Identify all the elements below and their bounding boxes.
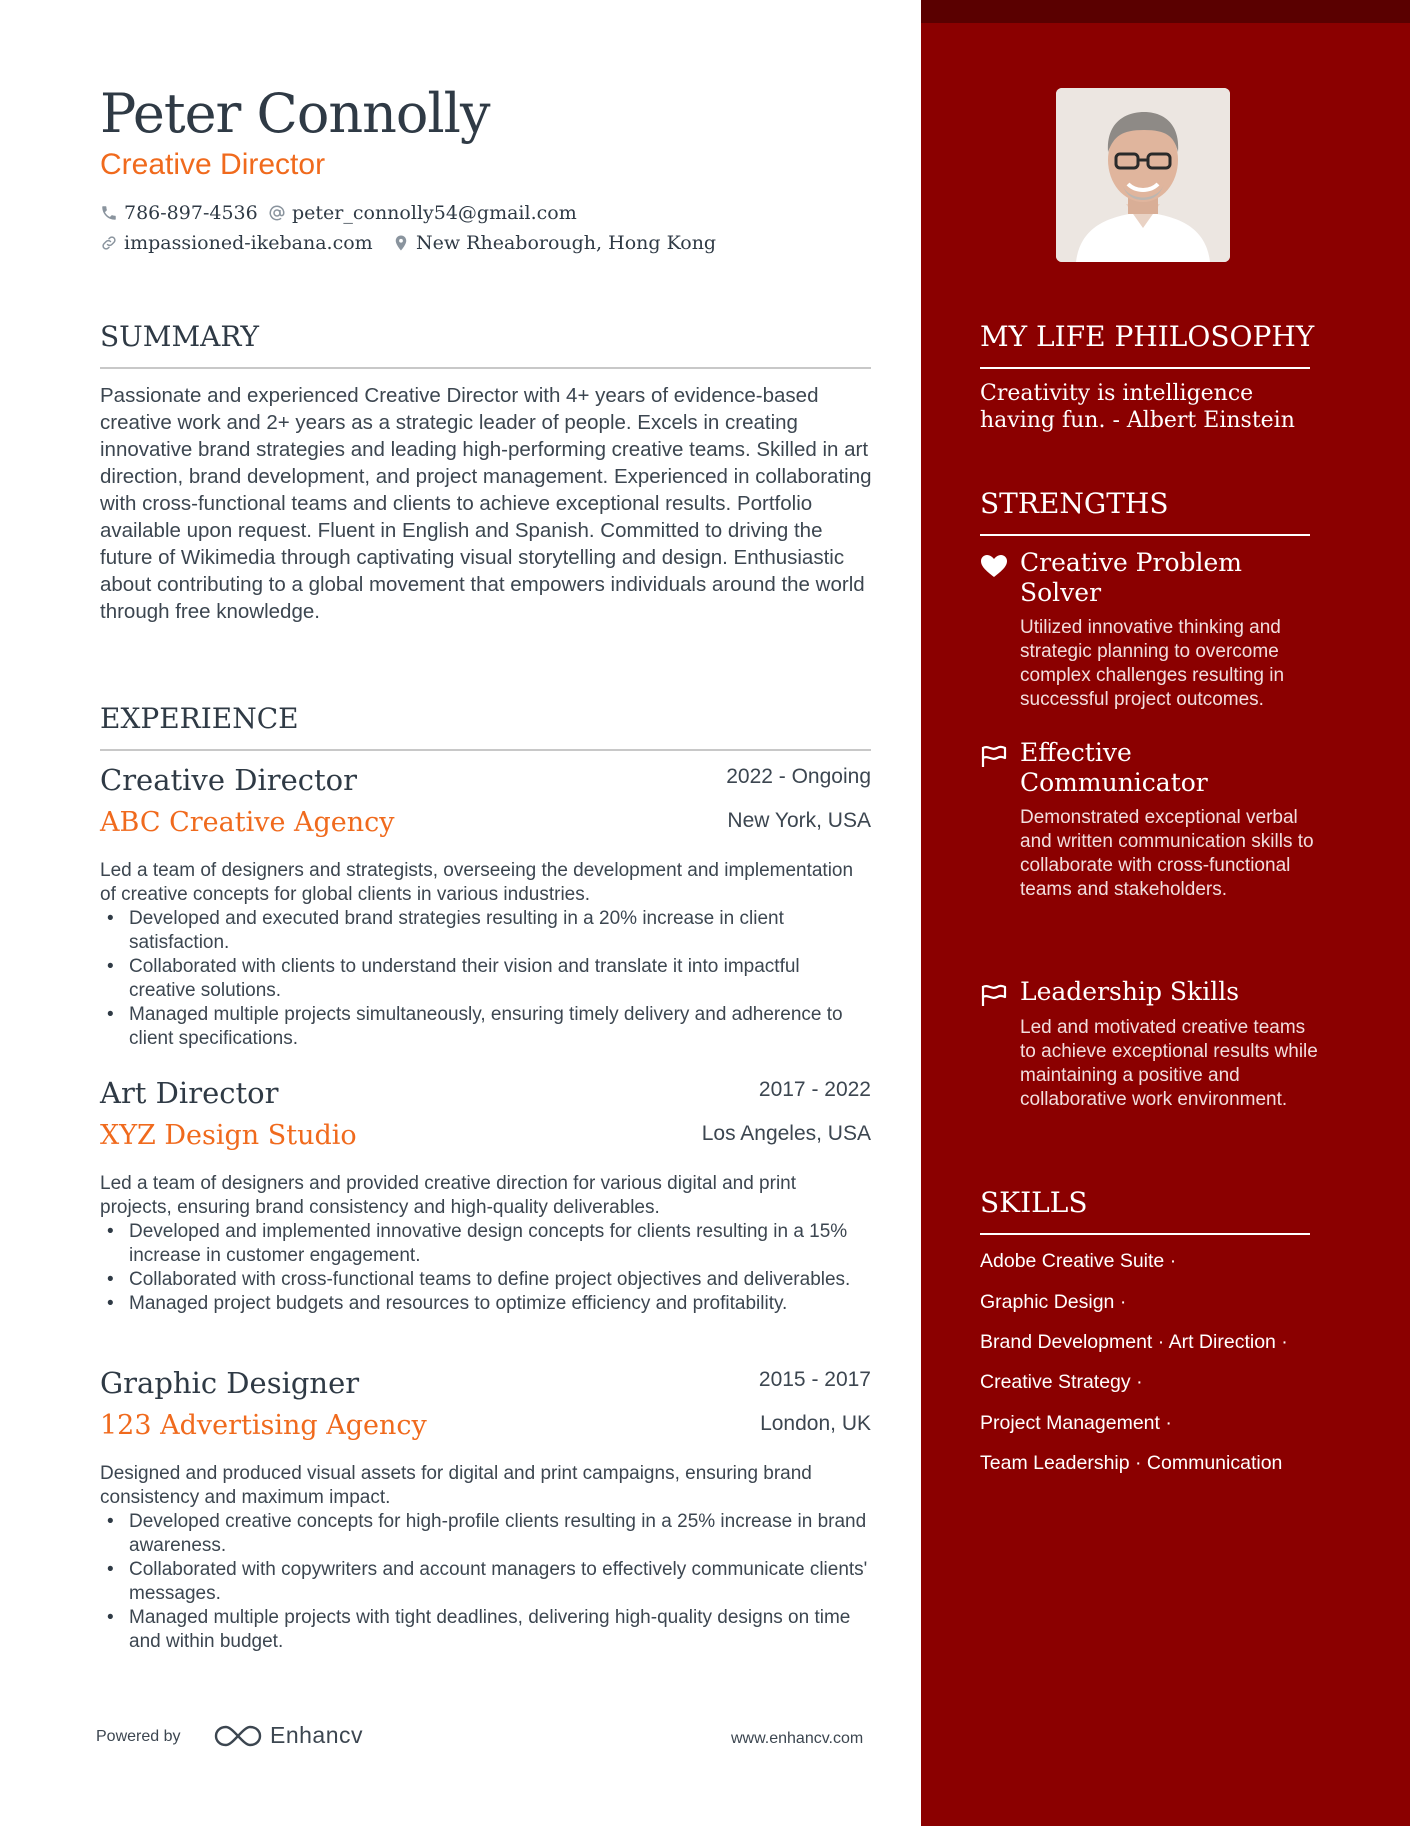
strength-title: Leadership Skills — [1020, 977, 1240, 1006]
footer-url[interactable]: www.enhancv.com — [731, 1730, 864, 1747]
job-company: ABC Creative Agency — [100, 807, 395, 838]
skill-line: Brand Development · Art Direction · — [980, 1331, 1288, 1353]
strength-description: Demonstrated exceptional verbal and written communication skills to collaborate with cross-functional teams and stakeholders. — [1020, 807, 1314, 900]
job-title: Art Director — [100, 1076, 279, 1110]
philosophy-quote: Creativity is intelligence having fun. - Albert Einstein — [980, 381, 1295, 433]
profile-photo — [1056, 88, 1230, 262]
philosophy-heading: MY LIFE PHILOSOPHY — [980, 320, 1310, 369]
sidebar — [921, 0, 1410, 1826]
skill-line: Team Leadership · Communication — [980, 1452, 1283, 1474]
experience-heading: EXPERIENCE — [100, 702, 871, 751]
skill-line: Adobe Creative Suite · — [980, 1250, 1177, 1272]
email-contact — [268, 202, 577, 224]
summary-text: Passionate and experienced Creative Director with 4+ years of evidence-based creative work and 2+ years as a strategic leader of people. Excels in creating innovative brand strategies and leading high-performing creative teams. Skilled in art direction, brand development, and project management. Experienced in collaborating with cross-functional teams and clients to achieve exceptional results. Portfolio available upon request. Fluent in English and Spanish. Committed to driving the future of Wikimedia through captivating visual storytelling and design. Enthusiastic about contributing to a global movement that empowers individuals around the world through free knowledge. — [100, 384, 872, 623]
candidate-role: Creative Director — [100, 148, 326, 181]
job-bullet: • Developed and executed brand strategies resulting in a 20% increase in client satisfaction. — [100, 907, 871, 955]
job-bullet: • Developed creative concepts for high-profile clients resulting in a 25% increase in brand awareness. — [100, 1510, 871, 1558]
strength-description: Led and motivated creative teams to achieve exceptional results while maintaining a positive and collaborative work environment. — [1020, 1017, 1318, 1110]
job-dates: 2015 - 2017 — [758, 1368, 871, 1391]
job-bullet: • Managed project budgets and resources to optimize efficiency and profitability. — [100, 1292, 871, 1316]
job-description: Led a team of designers and provided creative direction for various digital and print projects, ensuring brand consistency and high-quality deliverables. — [100, 1173, 797, 1218]
strength-title: Creative Problem Solver — [1020, 548, 1243, 607]
job-bullet-list — [100, 1510, 871, 1654]
job-location: New York, USA — [727, 809, 871, 832]
link-icon — [100, 234, 118, 252]
summary-heading: SUMMARY — [100, 320, 871, 369]
sidebar-top-bar — [921, 0, 1410, 23]
skills-heading: SKILLS — [980, 1186, 1310, 1235]
strengths-heading: STRENGTHS — [980, 487, 1310, 536]
job-bullet: • Collaborated with clients to understand their vision and translate it into impactful creative solutions. — [100, 955, 871, 1003]
profile-portrait-icon — [1056, 88, 1230, 262]
job-title: Creative Director — [100, 763, 357, 797]
location-contact — [392, 232, 716, 254]
job-title: Graphic Designer — [100, 1366, 360, 1400]
job-description: Led a team of designers and strategists, overseeing the development and implementation of creative concepts for global clients in various industries. — [100, 860, 854, 905]
phone-icon — [100, 204, 118, 222]
job-dates: 2022 - Ongoing — [726, 765, 871, 788]
job-bullet-list — [100, 1220, 871, 1316]
job-bullet: • Collaborated with copywriters and account managers to effectively communicate clients' messages. — [100, 1558, 871, 1606]
flag-icon — [980, 983, 1008, 1007]
skill-line: Creative Strategy · — [980, 1371, 1143, 1393]
location-pin-icon — [392, 234, 410, 252]
strength-description: Utilized innovative thinking and strategic planning to overcome complex challenges resulting in successful project outcomes. — [1020, 617, 1285, 710]
heart-icon — [980, 554, 1008, 578]
job-bullet: • Collaborated with cross-functional teams to define project objectives and deliverables. — [100, 1268, 871, 1292]
phone-contact — [100, 202, 258, 224]
website-contact — [100, 232, 373, 254]
phone-text: 786-897-4536 — [124, 202, 258, 224]
job-bullet: • Managed multiple projects with tight deadlines, delivering high-quality designs on time and within budget. — [100, 1606, 871, 1654]
job-description: Designed and produced visual assets for digital and print campaigns, ensuring brand consistency and maximum impact. — [100, 1463, 812, 1508]
flag-icon — [980, 744, 1008, 768]
enhancv-brand-text: Enhancv — [270, 1722, 364, 1748]
job-bullet: • Managed multiple projects simultaneously, ensuring timely delivery and adherence to client specifications. — [100, 1003, 871, 1051]
infinity-logo-icon — [214, 1723, 262, 1749]
job-bullet: • Developed and implemented innovative design concepts for clients resulting in a 15% increase in customer engagement. — [100, 1220, 871, 1268]
job-location: Los Angeles, USA — [701, 1122, 871, 1145]
skill-line: Graphic Design · — [980, 1291, 1127, 1313]
job-dates: 2017 - 2022 — [758, 1078, 871, 1101]
website-text[interactable]: impassioned-ikebana.com — [124, 232, 373, 254]
candidate-name: Peter Connolly — [100, 82, 490, 145]
skill-line: Project Management · — [980, 1412, 1172, 1434]
at-icon — [268, 204, 286, 222]
job-company: 123 Advertising Agency — [100, 1410, 427, 1441]
enhancv-logo[interactable] — [214, 1722, 363, 1749]
job-location: London, UK — [760, 1412, 871, 1435]
job-bullet-list — [100, 907, 871, 1051]
job-company: XYZ Design Studio — [100, 1120, 357, 1151]
location-text: New Rheaborough, Hong Kong — [416, 232, 717, 254]
email-text[interactable]: peter_connolly54@gmail.com — [292, 202, 577, 224]
powered-by-label: Powered by — [96, 1728, 181, 1745]
strength-title: Effective Communicator — [1020, 738, 1208, 797]
